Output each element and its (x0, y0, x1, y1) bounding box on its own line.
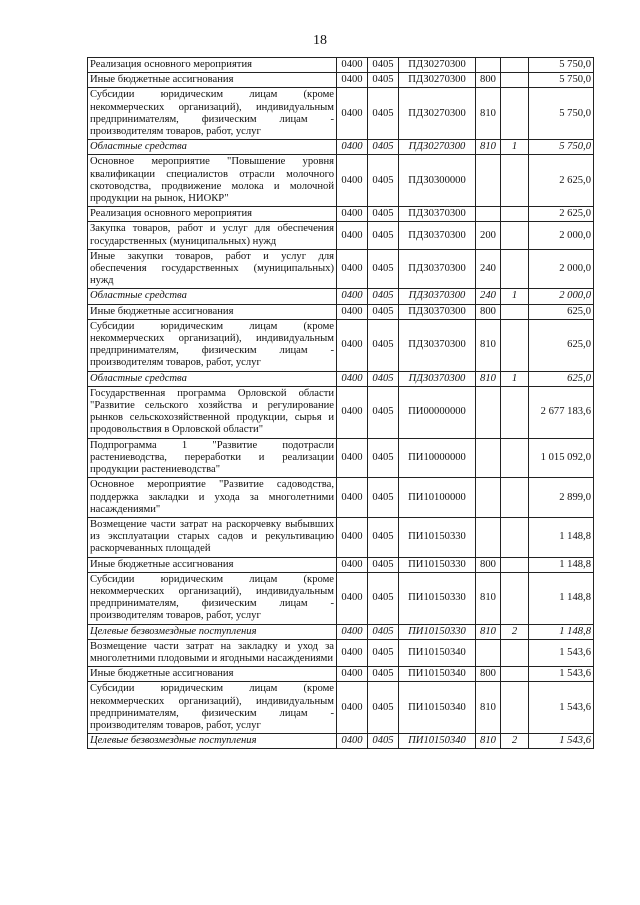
row-amount: 2 000,0 (529, 289, 594, 304)
row-source (501, 222, 529, 249)
row-section: 0400 (337, 682, 368, 734)
row-target-code: ПДЗ0270300 (399, 73, 476, 88)
row-expense-type: 810 (476, 371, 501, 386)
row-target-code: ПИ10150340 (399, 682, 476, 734)
row-name: Субсидии юридическим лицам (кроме некоммерческих организаций), индивидуальным предпринимателям, физическим лицам - производителям товаров, работ, услуг (88, 319, 337, 371)
table-row (88, 304, 594, 319)
row-target-code: ПДЗ0370300 (399, 289, 476, 304)
row-subsection: 0405 (368, 73, 399, 88)
row-name: Целевые безвозмездные поступления (88, 734, 337, 749)
row-name: Реализация основного мероприятия (88, 207, 337, 222)
row-source: 1 (501, 371, 529, 386)
row-source (501, 73, 529, 88)
table-row (88, 58, 594, 73)
row-target-code: ПИ10150340 (399, 667, 476, 682)
row-section: 0400 (337, 557, 368, 572)
row-source: 1 (501, 140, 529, 155)
row-expense-type (476, 639, 501, 666)
row-target-code: ПИ10150330 (399, 624, 476, 639)
row-amount: 1 543,6 (529, 734, 594, 749)
budget-table (87, 57, 594, 749)
row-subsection: 0405 (368, 371, 399, 386)
row-name: Целевые безвозмездные поступления (88, 624, 337, 639)
row-source (501, 249, 529, 289)
row-section: 0400 (337, 304, 368, 319)
row-expense-type: 800 (476, 667, 501, 682)
row-section: 0400 (337, 88, 368, 140)
row-amount: 2 625,0 (529, 207, 594, 222)
row-name: Основное мероприятие "Развитие садоводства, поддержка закладки и ухода за многолетними насаждениями" (88, 478, 337, 518)
row-name: Возмещение части затрат на закладку и уход за многолетними плодовыми и ягодными насаждениями (88, 639, 337, 666)
row-target-code: ПДЗ0300000 (399, 155, 476, 207)
row-amount: 1 543,6 (529, 682, 594, 734)
row-subsection: 0405 (368, 478, 399, 518)
row-amount: 625,0 (529, 371, 594, 386)
row-subsection: 0405 (368, 557, 399, 572)
row-amount: 5 750,0 (529, 140, 594, 155)
row-amount: 625,0 (529, 319, 594, 371)
row-section: 0400 (337, 371, 368, 386)
row-source (501, 304, 529, 319)
row-expense-type (476, 58, 501, 73)
table-row (88, 289, 594, 304)
row-name: Иные бюджетные ассигнования (88, 557, 337, 572)
row-subsection: 0405 (368, 140, 399, 155)
row-source: 2 (501, 624, 529, 639)
row-source (501, 478, 529, 518)
row-amount: 2 000,0 (529, 222, 594, 249)
row-target-code: ПДЗ0370300 (399, 222, 476, 249)
table-row (88, 73, 594, 88)
row-target-code: ПДЗ0370300 (399, 207, 476, 222)
row-expense-type: 810 (476, 140, 501, 155)
table-row (88, 517, 594, 557)
row-target-code: ПДЗ0370300 (399, 304, 476, 319)
row-expense-type: 810 (476, 682, 501, 734)
row-source (501, 572, 529, 624)
row-name: Возмещение части затрат на раскорчевку выбывших из эксплуатации старых садов и рекультивацию раскорчеванных площадей (88, 517, 337, 557)
row-expense-type: 800 (476, 73, 501, 88)
row-expense-type: 240 (476, 249, 501, 289)
row-subsection: 0405 (368, 304, 399, 319)
row-target-code: ПДЗ0370300 (399, 319, 476, 371)
row-subsection: 0405 (368, 517, 399, 557)
row-source: 1 (501, 289, 529, 304)
row-source (501, 667, 529, 682)
row-target-code: ПИ10150330 (399, 572, 476, 624)
table-row (88, 371, 594, 386)
row-subsection: 0405 (368, 249, 399, 289)
row-section: 0400 (337, 734, 368, 749)
row-subsection: 0405 (368, 572, 399, 624)
row-section: 0400 (337, 155, 368, 207)
table-row (88, 667, 594, 682)
table-row (88, 682, 594, 734)
row-name: Закупка товаров, работ и услуг для обеспечения государственных (муниципальных) нужд (88, 222, 337, 249)
row-target-code: ПДЗ0270300 (399, 88, 476, 140)
table-row (88, 734, 594, 749)
table-row (88, 624, 594, 639)
row-amount: 5 750,0 (529, 73, 594, 88)
row-expense-type (476, 207, 501, 222)
row-name: Областные средства (88, 289, 337, 304)
row-section: 0400 (337, 624, 368, 639)
row-expense-type: 810 (476, 624, 501, 639)
row-target-code: ПДЗ0270300 (399, 140, 476, 155)
row-section: 0400 (337, 249, 368, 289)
row-expense-type (476, 517, 501, 557)
row-expense-type: 240 (476, 289, 501, 304)
row-source (501, 557, 529, 572)
row-target-code: ПИ10150330 (399, 557, 476, 572)
row-section: 0400 (337, 58, 368, 73)
row-section: 0400 (337, 289, 368, 304)
row-amount: 2 899,0 (529, 478, 594, 518)
row-section: 0400 (337, 319, 368, 371)
row-subsection: 0405 (368, 155, 399, 207)
row-name: Субсидии юридическим лицам (кроме некоммерческих организаций), индивидуальным предпринимателям, физическим лицам - производителям товаров, работ, услуг (88, 682, 337, 734)
row-source (501, 517, 529, 557)
table-row (88, 557, 594, 572)
row-expense-type (476, 155, 501, 207)
row-subsection: 0405 (368, 639, 399, 666)
row-amount: 1 015 092,0 (529, 438, 594, 478)
row-name: Субсидии юридическим лицам (кроме некоммерческих организаций), индивидуальным предпринимателям, физическим лицам - производителям товаров, работ, услуг (88, 572, 337, 624)
row-source (501, 386, 529, 438)
row-source (501, 438, 529, 478)
row-expense-type (476, 386, 501, 438)
row-amount: 2 000,0 (529, 249, 594, 289)
row-name: Иные бюджетные ассигнования (88, 667, 337, 682)
row-section: 0400 (337, 517, 368, 557)
row-subsection: 0405 (368, 58, 399, 73)
row-section: 0400 (337, 222, 368, 249)
row-subsection: 0405 (368, 682, 399, 734)
row-source (501, 639, 529, 666)
row-name: Реализация основного мероприятия (88, 58, 337, 73)
row-amount: 5 750,0 (529, 58, 594, 73)
row-expense-type: 200 (476, 222, 501, 249)
row-expense-type: 810 (476, 88, 501, 140)
row-section: 0400 (337, 386, 368, 438)
row-name: Основное мероприятие "Повышение уровня квалификации специалистов отрасли молочного скотоводства, продвижение молока и молочной продукции на рынок, НИОКР" (88, 155, 337, 207)
row-source (501, 682, 529, 734)
row-target-code: ПДЗ0270300 (399, 58, 476, 73)
row-amount: 1 148,8 (529, 557, 594, 572)
table-row (88, 319, 594, 371)
row-name: Областные средства (88, 140, 337, 155)
row-section: 0400 (337, 639, 368, 666)
row-target-code: ПИ00000000 (399, 386, 476, 438)
row-subsection: 0405 (368, 667, 399, 682)
row-name: Иные бюджетные ассигнования (88, 73, 337, 88)
table-row (88, 438, 594, 478)
row-subsection: 0405 (368, 624, 399, 639)
table-row (88, 207, 594, 222)
row-name: Субсидии юридическим лицам (кроме некоммерческих организаций), индивидуальным предпринимателям, физическим лицам - производителям товаров, работ, услуг (88, 88, 337, 140)
row-section: 0400 (337, 478, 368, 518)
budget-table-body (88, 58, 594, 749)
row-name: Иные закупки товаров, работ и услуг для обеспечения государственных (муниципальных) нужд (88, 249, 337, 289)
row-subsection: 0405 (368, 734, 399, 749)
row-target-code: ПИ10100000 (399, 478, 476, 518)
row-subsection: 0405 (368, 438, 399, 478)
row-expense-type: 810 (476, 734, 501, 749)
row-amount: 1 543,6 (529, 639, 594, 666)
page-number: 18 (313, 33, 327, 48)
row-source: 2 (501, 734, 529, 749)
table-row (88, 249, 594, 289)
table-row (88, 386, 594, 438)
row-name: Государственная программа Орловской области "Развитие сельского хозяйства и регулирование рынков сельскохозяйственной продукции, сырья и продовольствия в Орловской области" (88, 386, 337, 438)
row-name: Иные бюджетные ассигнования (88, 304, 337, 319)
row-amount: 1 543,6 (529, 667, 594, 682)
row-section: 0400 (337, 572, 368, 624)
row-amount: 2 677 183,6 (529, 386, 594, 438)
table-row (88, 88, 594, 140)
row-amount: 1 148,8 (529, 624, 594, 639)
row-expense-type: 800 (476, 557, 501, 572)
row-amount: 2 625,0 (529, 155, 594, 207)
table-row (88, 572, 594, 624)
row-target-code: ПИ10150330 (399, 517, 476, 557)
row-section: 0400 (337, 73, 368, 88)
row-amount: 1 148,8 (529, 572, 594, 624)
row-source (501, 58, 529, 73)
row-subsection: 0405 (368, 222, 399, 249)
table-row (88, 140, 594, 155)
row-target-code: ПИ10000000 (399, 438, 476, 478)
row-expense-type (476, 438, 501, 478)
row-section: 0400 (337, 438, 368, 478)
row-subsection: 0405 (368, 88, 399, 140)
row-expense-type (476, 478, 501, 518)
row-amount: 5 750,0 (529, 88, 594, 140)
table-row (88, 155, 594, 207)
row-section: 0400 (337, 140, 368, 155)
row-target-code: ПИ10150340 (399, 734, 476, 749)
row-section: 0400 (337, 667, 368, 682)
table-row (88, 478, 594, 518)
row-target-code: ПДЗ0370300 (399, 371, 476, 386)
row-source (501, 155, 529, 207)
row-expense-type: 800 (476, 304, 501, 319)
table-row (88, 639, 594, 666)
row-expense-type: 810 (476, 319, 501, 371)
row-amount: 625,0 (529, 304, 594, 319)
row-source (501, 207, 529, 222)
row-target-code: ПДЗ0370300 (399, 249, 476, 289)
row-name: Областные средства (88, 371, 337, 386)
row-subsection: 0405 (368, 319, 399, 371)
row-subsection: 0405 (368, 289, 399, 304)
table-row (88, 222, 594, 249)
row-source (501, 319, 529, 371)
row-amount: 1 148,8 (529, 517, 594, 557)
row-source (501, 88, 529, 140)
row-section: 0400 (337, 207, 368, 222)
row-name: Подпрограмма 1 "Развитие подотрасли растениеводства, переработки и реализации продукции растениеводства" (88, 438, 337, 478)
row-expense-type: 810 (476, 572, 501, 624)
row-subsection: 0405 (368, 207, 399, 222)
row-subsection: 0405 (368, 386, 399, 438)
row-target-code: ПИ10150340 (399, 639, 476, 666)
